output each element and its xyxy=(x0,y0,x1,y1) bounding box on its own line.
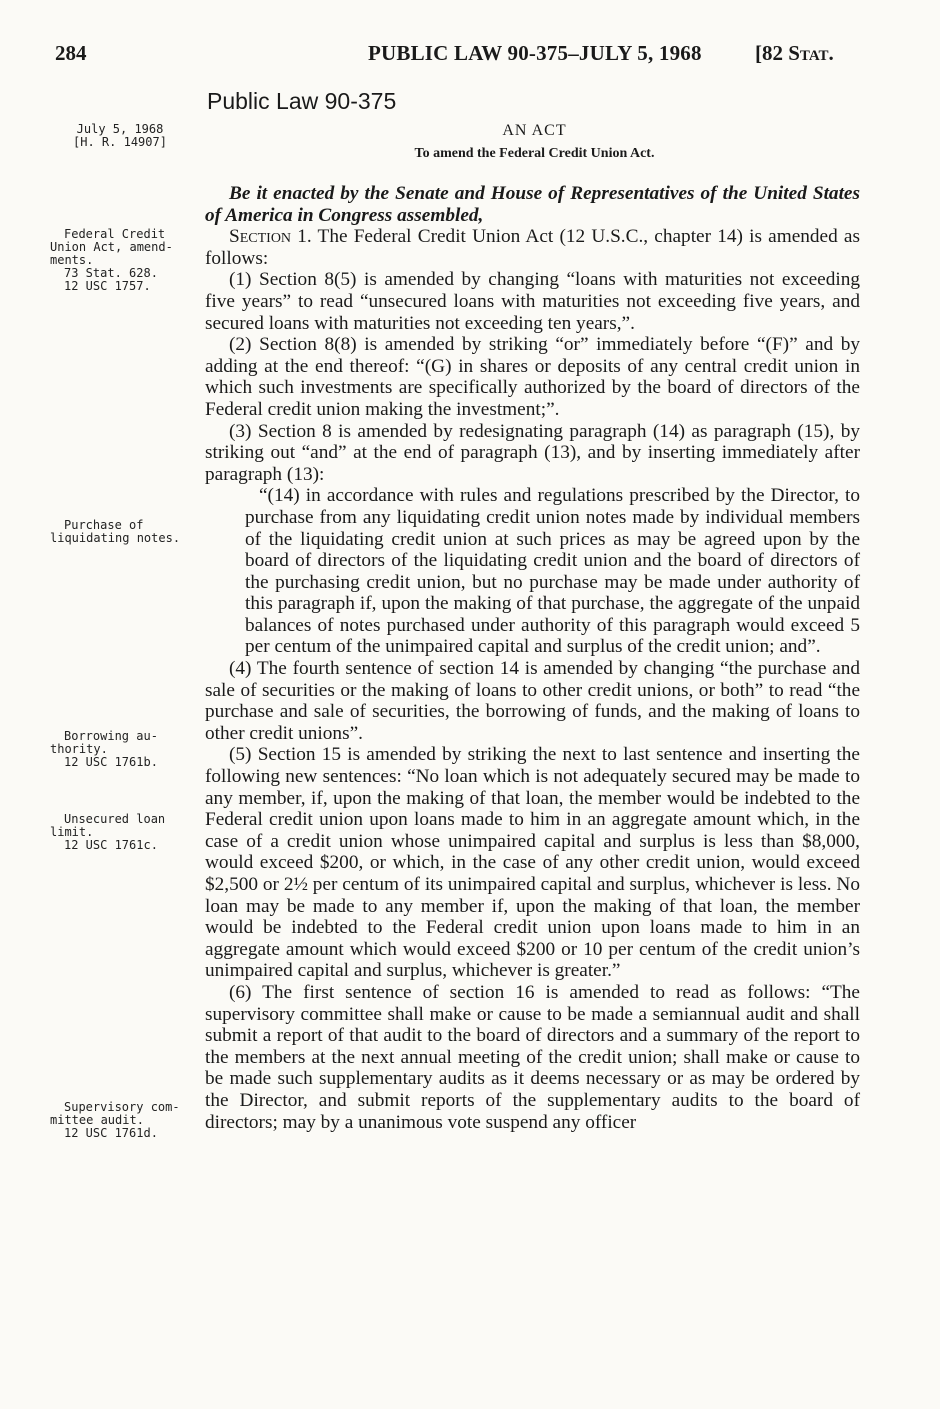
paragraph-3-quoted-text: “(14) in accordance with rules and regulations prescribed by the Director, to purchase from any liquidating credit union notes made by individual members of the liquidating credit union at such prices as may be agreed upon by the board of directors of the liquidating credit union and the board of directors of the purchasing credit union, but no purchase may be made under authority of this paragraph if, upon the making of that purchase, the aggregate of the unpaid balances of notes purchased under authority of this paragraph would exceed 5 per centum of the unimpaired capital and surplus of the credit union; and”. xyxy=(245,485,860,658)
page-header xyxy=(0,41,940,71)
paragraph-4: (4) The fourth sentence of section 14 is amended by changing “the purchase and sale of securities or the making of loans to other credit unions, or both” to read “the purchase and sale of securities, the borrowing of funds, and the making of loans to other credit unions”. xyxy=(205,658,860,744)
bill-number: [H. R. 14907] xyxy=(73,135,167,149)
paragraph-3: (3) Section 8 is amended by redesignating paragraph (14) as paragraph (15), by striking out “and” at the end of paragraph (13), and by inserting immediately after paragraph (13): xyxy=(205,420,860,485)
an-act-heading: AN ACT xyxy=(502,122,567,139)
enacting-clause: Be it enacted by the Senate and House of Representatives of the United States of America in Congress assembled, xyxy=(205,183,860,226)
law-body xyxy=(205,183,860,1133)
paragraph-1: (1) Section 8(5) is amended by changing “loans with maturities not exceeding five years” to read “unsecured loans with maturities not exceeding five years, and secured loans with maturities not exceeding ten years,”. xyxy=(205,269,860,334)
margin-note-unsecured: Unsecured loan limit. 12 USC 1761c. xyxy=(50,812,166,852)
section-1: Section 1. The Federal Credit Union Act (12 U.S.C., chapter 14) is amended as follows: xyxy=(205,226,860,269)
margin-note-supervisory: Supervisory com- mittee audit. 12 USC 1761d. xyxy=(50,1100,180,1140)
paragraph-6: (6) The first sentence of section 16 is amended to read as follows: “The supervisory committee shall make or cause to be made a semiannual audit and shall submit a report of that audit to the board of directors and a summary of the report to the members at the next annual meeting of the credit union; shall make or cause to be made such supplementary audits as it deems necessary or as may be ordered by the Director, and submit reports of the supplementary audits to the board of directors; may by a unanimous vote suspend any officer xyxy=(205,981,860,1133)
page-number: 284 xyxy=(55,41,87,65)
long-title: To amend the Federal Credit Union Act. xyxy=(414,146,655,161)
running-title: PUBLIC LAW 90-375–JULY 5, 1968 xyxy=(368,41,702,65)
margin-note-purchase: Purchase of liquidating notes. xyxy=(50,518,181,545)
margin-note-federal-credit: Federal Credit Union Act, amend- ments. 73 Stat. 628. 12 USC 1757. xyxy=(50,227,173,293)
enactment-date: July 5, 1968 xyxy=(76,122,164,136)
paragraph-2: (2) Section 8(8) is amended by striking “or” immediately before “(F)” and by adding at the end thereof: “(G) in shares or deposits of any central credit union in which such investments are specifically authorized by the board of directors of the Federal credit union making the investment;”. xyxy=(205,334,860,420)
stat-reference: [82 Stat. xyxy=(755,41,834,65)
margin-date-block xyxy=(50,123,190,149)
paragraph-5: (5) Section 15 is amended by striking the next to last sentence and inserting the following new sentences: “No loan which is not adequately secured may be made to any member, if, upon the making of that loan, the member would be indebted to the Federal credit union upon loans made to him in an aggregate amount which, in the case of a credit union whose unimpaired capital and surplus is less than $8,000, would exceed $200, or which, in the case of any other credit union, would exceed $2,500 or 2½ per centum of its unimpaired capital and surplus, whichever is less. No loan may be made to any member if, upon the making of that loan, the member would be indebted to the Federal credit union upon loans made to him in an aggregate amount which would exceed $200 or 10 per centum of the credit union’s unimpaired capital and surplus, whichever is greater.” xyxy=(205,744,860,982)
public-law-heading: Public Law 90-375 xyxy=(207,88,397,114)
margin-note-borrowing: Borrowing au- thority. 12 USC 1761b. xyxy=(50,729,158,769)
